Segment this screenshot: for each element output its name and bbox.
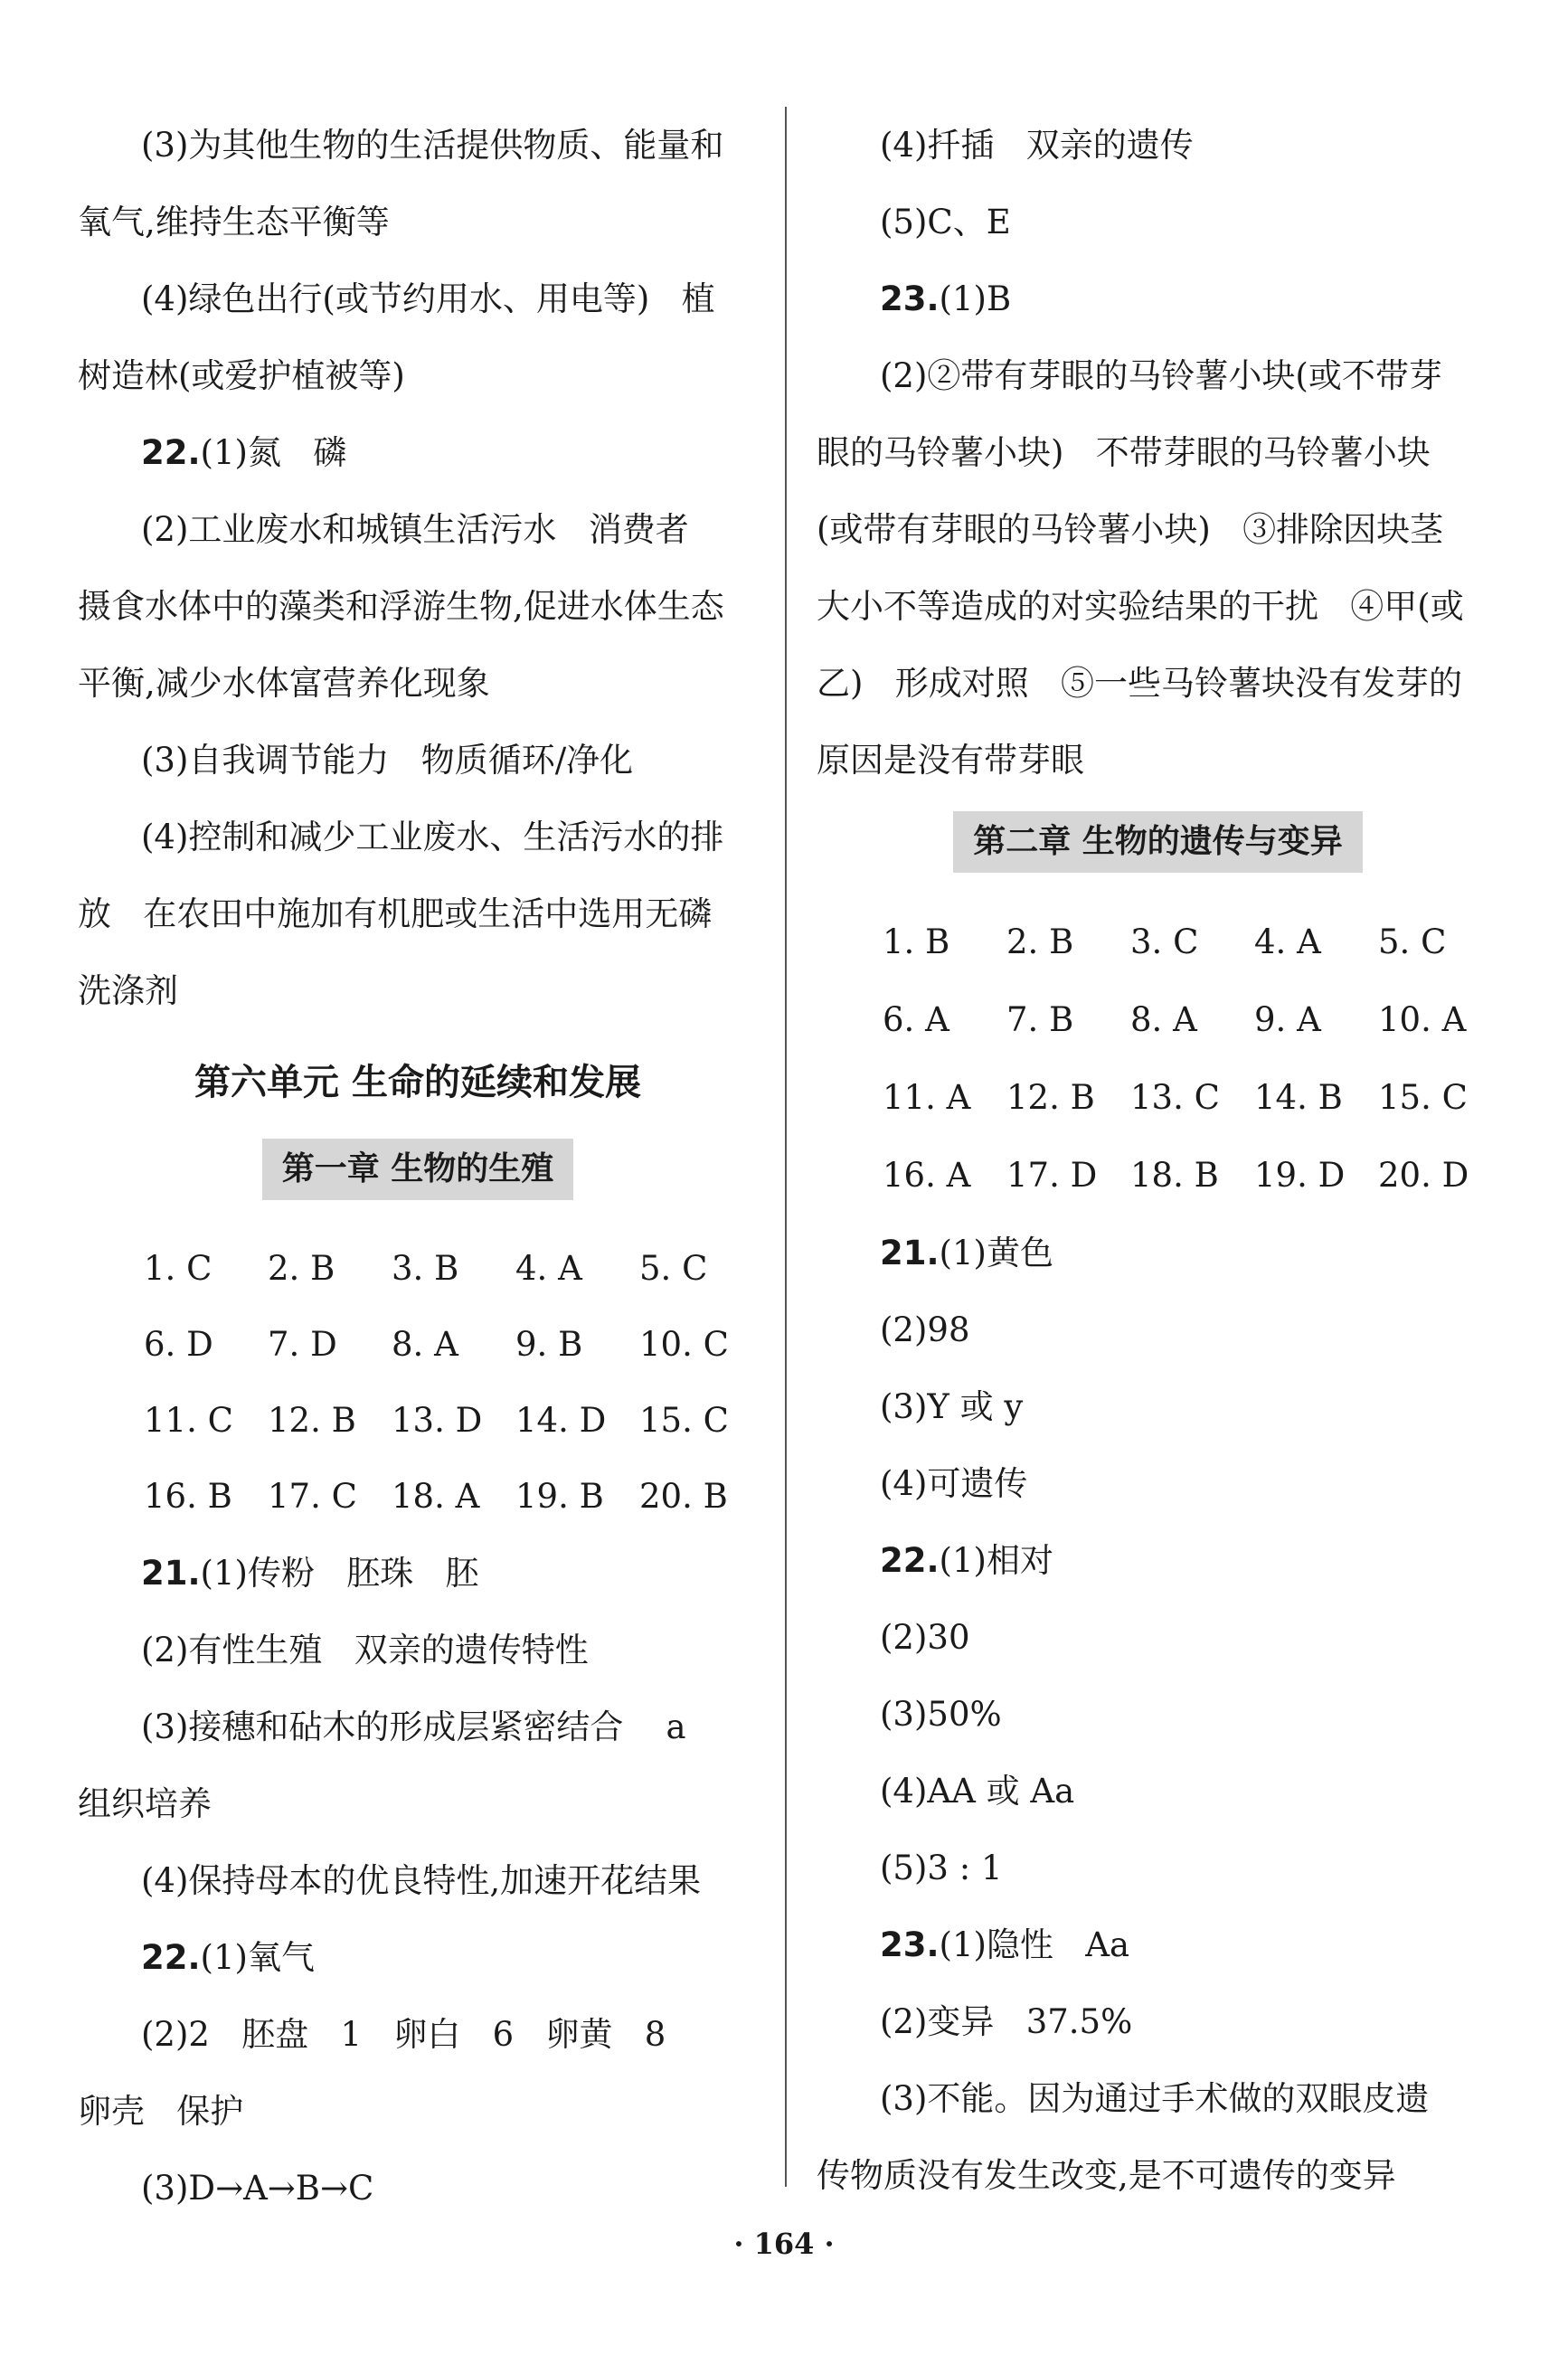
- choice-answer: 12. B: [268, 1401, 356, 1440]
- choice-answer-row: [817, 1059, 1499, 1137]
- answer-text: (1)氮 磷: [200, 433, 347, 472]
- choice-answer: 5. C: [1378, 922, 1447, 961]
- answer-text: (1)氧气: [200, 1938, 315, 1977]
- choice-answer: 10. A: [1378, 1000, 1467, 1039]
- answer-line: (4)AA 或 Aa: [880, 1772, 1075, 1811]
- answer-line: (4)扦插 双亲的遗传: [880, 126, 1194, 165]
- answer-line: (2)变异 37.5%: [880, 2002, 1133, 2041]
- choice-answer: 11. A: [883, 1078, 971, 1117]
- answer-line: (5)C、E: [880, 203, 1011, 241]
- choice-answer: 14. B: [1254, 1078, 1343, 1117]
- choice-answer: 19. D: [1254, 1156, 1346, 1195]
- answer-text: (1)传粉 胚珠 胚: [200, 1554, 479, 1593]
- answer-line: (或带有芽眼的马铃薯小块) ③排除因块茎: [817, 510, 1444, 549]
- answer-line: 洗涤剂: [78, 971, 178, 1010]
- choice-answer: 9. A: [1254, 1000, 1321, 1039]
- choice-answer: 12. B: [1006, 1078, 1095, 1117]
- choice-answer: 1. B: [883, 922, 950, 961]
- choice-answer: 15. C: [1378, 1078, 1468, 1117]
- chapter-heading: [78, 1126, 758, 1231]
- choice-answer-row: [78, 1383, 758, 1459]
- right-column: [817, 107, 1499, 2214]
- question-22-line: [817, 1522, 1499, 1599]
- answer-line: 放 在农田中施加有机肥或生活中选用无磷: [78, 894, 713, 933]
- choice-answer: 13. C: [1130, 1078, 1220, 1117]
- choice-answer: 1. C: [144, 1249, 213, 1288]
- choice-answer: 8. A: [392, 1325, 458, 1364]
- answer-line: (4)保持母本的优良特性,加速开花结果: [141, 1861, 702, 1900]
- choice-answer: 8. A: [1130, 1000, 1197, 1039]
- answer-line: (4)可遗传: [880, 1464, 1028, 1503]
- answer-line: (2)工业废水和城镇生活污水 消费者: [141, 510, 689, 549]
- question-22-line: [78, 1919, 758, 1996]
- choice-answer: 11. C: [144, 1401, 233, 1440]
- answer-line: 氧气,维持生态平衡等: [78, 203, 390, 241]
- question-22-line: [78, 414, 758, 491]
- choice-answer: 16. A: [883, 1156, 971, 1195]
- choice-answer: 3. C: [1130, 922, 1199, 961]
- question-number: 23.: [880, 279, 940, 318]
- answer-line: (2)30: [880, 1618, 970, 1657]
- answer-line: 组织培养: [78, 1784, 212, 1823]
- answer-line: (3)不能。因为通过手术做的双眼皮遗: [880, 2079, 1430, 2118]
- answer-line: 摄食水体中的藻类和浮游生物,促进水体生态: [78, 587, 724, 626]
- question-number: 22.: [141, 1938, 201, 1977]
- choice-answer-row: [78, 1307, 758, 1383]
- choice-answer-row: [78, 1459, 758, 1535]
- choice-answer: 6. D: [144, 1325, 213, 1364]
- chapter-title: 第一章 生物的生殖: [262, 1139, 574, 1200]
- choice-answer: 7. B: [1006, 1000, 1074, 1039]
- choice-answer: 18. A: [392, 1477, 480, 1516]
- unit-title: 第六单元 生命的延续和发展: [194, 1062, 641, 1103]
- answer-line: (2)有性生殖 双亲的遗传特性: [141, 1631, 589, 1669]
- question-21-line: [78, 1535, 758, 1612]
- answer-text: (1)隐性 Aa: [939, 1925, 1130, 1964]
- choice-answer-row: [817, 903, 1499, 981]
- answer-line: (3)D→A→B→C: [141, 2169, 374, 2208]
- choice-answer: 16. B: [144, 1477, 232, 1516]
- answer-line: (3)为其他生物的生活提供物质、能量和: [141, 126, 724, 165]
- answer-text: (1)相对: [939, 1541, 1053, 1580]
- question-number: 22.: [141, 433, 201, 472]
- choice-answer: 19. B: [515, 1477, 604, 1516]
- left-column: [78, 107, 758, 2227]
- answer-line: 平衡,减少水体富营养化现象: [78, 664, 490, 703]
- answer-line: 卵壳 保护: [78, 2092, 244, 2131]
- answer-line: (3)接穗和砧木的形成层紧密结合 a: [141, 1707, 686, 1746]
- choice-answer: 15. C: [639, 1401, 729, 1440]
- answer-line: 树造林(或爱护植被等): [78, 356, 405, 395]
- choice-answer: 20. D: [1378, 1156, 1469, 1195]
- choice-answer: 2. B: [268, 1249, 335, 1288]
- page-number: · 164 ·: [733, 2227, 835, 2261]
- answer-line: (2)②带有芽眼的马铃薯小块(或不带芽: [880, 356, 1442, 395]
- choice-answer: 17. C: [268, 1477, 357, 1516]
- answer-line: (4)控制和减少工业废水、生活污水的排: [141, 818, 724, 856]
- answer-line: 传物质没有发生改变,是不可遗传的变异: [817, 2156, 1396, 2195]
- question-23-line: [817, 1906, 1499, 1983]
- question-23-line: [817, 260, 1499, 337]
- answer-text: (1)B: [939, 279, 1012, 318]
- answer-line: 原因是没有带芽眼: [817, 741, 1084, 780]
- choice-answer: 4. A: [515, 1249, 582, 1288]
- answer-text: (1)黄色: [939, 1234, 1053, 1272]
- question-number: 23.: [880, 1925, 940, 1964]
- choice-answer: 13. D: [392, 1401, 483, 1440]
- answer-line: (4)绿色出行(或节约用水、用电等) 植: [141, 279, 715, 318]
- answer-line: 大小不等造成的对实验结果的干扰 ④甲(或: [817, 587, 1464, 626]
- choice-answer: 6. A: [883, 1000, 949, 1039]
- question-21-line: [817, 1215, 1499, 1291]
- choice-answer: 20. B: [639, 1477, 728, 1516]
- choice-answer: 10. C: [639, 1325, 729, 1364]
- chapter-title: 第二章 生物的遗传与变异: [953, 811, 1363, 873]
- choice-answer: 2. B: [1006, 922, 1074, 961]
- choice-answer: 5. C: [639, 1249, 708, 1288]
- answer-line: 乙) 形成对照 ⑤一些马铃薯块没有发芽的: [817, 664, 1463, 703]
- answer-line: (5)3 : 1: [880, 1849, 1003, 1887]
- question-number: 21.: [880, 1234, 940, 1272]
- question-number: 22.: [880, 1541, 940, 1580]
- choice-answer-row: [817, 981, 1499, 1059]
- choice-answer-row: [78, 1231, 758, 1307]
- answer-line: 眼的马铃薯小块) 不带芽眼的马铃薯小块: [817, 433, 1431, 472]
- chapter-heading: [817, 799, 1499, 903]
- choice-answer: 14. D: [515, 1401, 607, 1440]
- choice-answer: 17. D: [1006, 1156, 1098, 1195]
- answer-line: (3)50%: [880, 1695, 1002, 1734]
- choice-answer: 4. A: [1254, 922, 1321, 961]
- choice-answer: 9. B: [515, 1325, 583, 1364]
- answer-line: (2)98: [880, 1310, 970, 1349]
- question-number: 21.: [141, 1554, 201, 1593]
- answer-line: (3)Y 或 y: [880, 1387, 1024, 1426]
- choice-answer: 7. D: [268, 1325, 337, 1364]
- column-divider: [785, 107, 787, 2187]
- choice-answer: 3. B: [392, 1249, 459, 1288]
- choice-answer: 18. B: [1130, 1156, 1219, 1195]
- answer-line: (3)自我调节能力 物质循环/净化: [141, 741, 634, 780]
- choice-answer-row: [817, 1137, 1499, 1215]
- answer-line: (2)2 胚盘 1 卵白 6 卵黄 8: [141, 2015, 666, 2054]
